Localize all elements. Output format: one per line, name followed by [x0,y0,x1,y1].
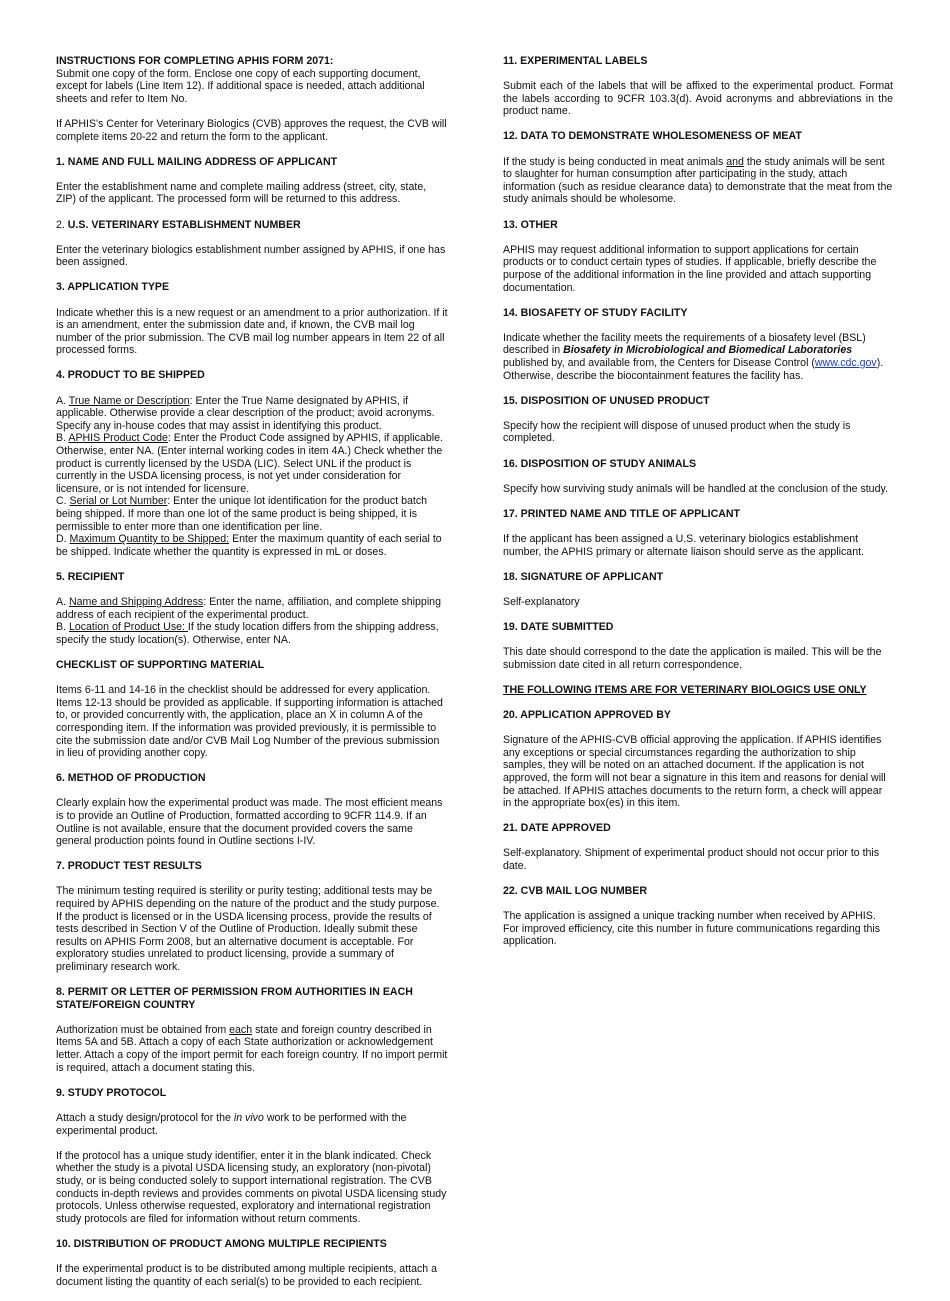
item-21-body: Self-explanatory. Shipment of experimental product should not occur prior to this date. [503,847,880,872]
intro-paragraph: Submit one copy of the form. Enclose one copy of each supporting document, except for labels (Line Item 12). If additional space is needed, attach additional sheets and refer to Item No. [56,67,425,105]
item-11-body: Submit each of the labels that will be affixed to the experimental product. Format the labels according to 9CFR 103.3(d). Avoid acronyms and abbreviations in the product name. [503,80,893,118]
item-8-body [56,1024,448,1074]
intro-title: INSTRUCTIONS FOR COMPLETING APHIS FORM 2071: [56,55,334,67]
item-9-in-vivo: in vivo [233,1111,264,1124]
item-5-section [56,571,448,647]
item-1-heading: 1. NAME AND FULL MAILING ADDRESS OF APPLICANT [56,155,338,168]
item-17-body: If the applicant has been assigned a U.S. veterinary biologics establishment number, the APHIS primary or alternate liaison should serve as the applicant. [503,533,864,558]
item-20-body: Signature of the APHIS-CVB official approving the application. If APHIS identifies any exceptions or special circumstances regarding the authorization to ship samples, they will be noted on an attached document. If the application is not approved, the form will not bear a signature in this item and reasons for denial will be attached. If APHIS attaches documents to the return form, a check will appear in the appropriate box(es) in this item. [503,734,886,810]
item-6-section [56,772,448,848]
item-14-book-title: Biosafety in Microbiological and Biomedical Laboratories [563,344,853,357]
item-8-each: each [229,1023,253,1036]
item-4-heading: 4. PRODUCT TO BE SHIPPED [56,369,205,382]
item-7-heading: 7. PRODUCT TEST RESULTS [56,860,202,873]
item-15-body: Specify how the recipient will dispose of unused product when the study is completed. [503,419,851,445]
item-12-and: and [726,155,744,168]
item-4b-label: APHIS Product Code [68,432,168,445]
item-4a-label: True Name or Description [68,394,190,407]
checklist-body: Items 6-11 and 14-16 in the checklist should be addressed for every application. Items 12-13 should be provided as applicable. If supporting information is attached to, or provided concurrently with, the application, place an X in column A of the corresponding item. If the information was provided previously, it is permissible to cite the submission date and/or CVB Mail Log Number of the previous submission in lieu of providing another copy. [56,684,443,760]
item-15-heading: 15. DISPOSITION OF UNUSED PRODUCT [503,394,710,407]
intro-section [56,55,448,143]
item-8-heading: 8. PERMIT OR LETTER OF PERMISSION FROM AUTHORITIES IN EACH STATE/FOREIGN COUNTRY [56,986,413,1011]
item-19-heading: 19. DATE SUBMITTED [503,620,614,633]
item-12-text-pre: If the study is being conducted in meat animals [503,155,727,168]
item-4b-text: : Enter the Product Code assigned by APHIS, if applicable. Otherwise, enter NA. (Enter internal working codes in item 4A.) Check whether the product is currently licensed by the USDA (LIC). Select UNL if the product is currently in the USDA licensing process, is not yet under consideration for licensure, or is not intended for licensure. [56,432,443,495]
item-1-section [56,156,448,206]
item-5-body [56,596,448,646]
item-16-body: Specify how surviving study animals will be handled at the conclusion of the study. [503,482,888,495]
item-18-body: Self-explanatory [503,595,580,608]
item-5a-text: : Enter the name, affiliation, and complete shipping address of each recipient of the experimental product. [56,596,441,621]
item-7-section [56,860,448,973]
item-8-text-pre: Authorization must be obtained from [56,1023,230,1036]
item-9-body [56,1112,448,1137]
item-5b-prefix: B. [56,621,69,634]
item-13-section [503,219,893,295]
item-16-section [503,458,893,496]
item-20-heading: 20. APPLICATION APPROVED BY [503,708,671,721]
item-4d-prefix: D. [56,533,70,546]
item-18-heading: 18. SIGNATURE OF APPLICANT [503,570,664,583]
cdc-link[interactable]: www.cdc.gov [814,356,877,369]
item-9-body-2: If the protocol has a unique study identifier, enter it in the blank indicated. Check whether the study is a pivotal USDA licensing study, an exploratory (non-pivotal) study, or is being conducted solely to support international registration. The CVB conducts in-depth reviews and provides comments on pivotal USDA licensing study protocols. Unless otherwise requested, exploratory and international registration study protocols are filed for information without return comments. [56,1149,447,1225]
item-12-section [503,130,893,206]
item-4a-prefix: A. [56,394,69,407]
item-2-heading: U.S. VETERINARY ESTABLISHMENT NUMBER [67,218,301,231]
item-22-heading: 22. CVB MAIL LOG NUMBER [503,885,648,898]
item-12-body [503,156,893,206]
left-column [56,55,448,1301]
intro-cvb-paragraph: If APHIS's Center for Veterinary Biologics (CVB) approves the request, the CVB will complete items 20-22 and return the form to the applicant. [56,117,447,143]
item-12-heading: 12. DATA TO DEMONSTRATE WHOLESOMENESS OF MEAT [503,130,802,143]
checklist-heading: CHECKLIST OF SUPPORTING MATERIAL [56,658,265,671]
item-3-heading: 3. APPLICATION TYPE [56,281,170,294]
item-19-body: This date should correspond to the date the application is mailed. This will be the submission date cited in all return correspondence. [503,646,882,671]
item-2-number: 2. [56,218,68,231]
item-19-section [503,621,893,671]
item-13-heading: 13. OTHER [503,218,558,231]
item-14-body [503,332,893,382]
item-14-text-post: ). Otherwise, describe the biocontainment features the facility has. [503,356,884,382]
item-16-heading: 16. DISPOSITION OF STUDY ANIMALS [503,457,697,470]
item-14-heading: 14. BIOSAFETY OF STUDY FACILITY [503,306,688,319]
item-4a [56,395,448,559]
item-21-section [503,822,893,872]
item-3-section [56,281,448,357]
item-4-section [56,369,448,558]
item-4c-label: Serial or Lot Number [69,495,168,508]
item-6-heading: 6. METHOD OF PRODUCTION [56,772,206,785]
item-13-body: APHIS may request additional information to support applications for certain products or to conduct certain types of studies. If applicable, briefly describe the purpose of the additional information in the line provided and attach supporting documentation. [503,243,877,294]
item-14-text-pre: Indicate whether the facility meets the requirements of a biosafety level (BSL) described in [503,331,866,357]
item-22-section [503,885,893,948]
item-2-section [56,219,448,269]
item-22-body: The application is assigned a unique tracking number when received by APHIS. For improved efficiency, cite this number in future communications regarding this application. [503,910,881,948]
item-4d-text: Enter the maximum quantity of each serial to be shipped. Indicate whether the quantity is expressed in mL or doses. [56,533,442,558]
item-3-body: Indicate whether this is a new request or an amendment to a prior authorization. If it is an amendment, enter the submission date and, if known, the CVB mail log number of the prior submission. The CVB mail log number appears in Item 22 of all processed forms. [56,306,448,357]
item-5a-prefix: A. [56,596,69,609]
item-8-text-post: state and foreign country described in Items 5A and 5B. Attach a copy of each State authorization or acknowledgement letter. Attach a copy of the import permit for each foreign country. If no import permit is required, attach a document stating this. [56,1023,448,1074]
item-11-heading: 11. EXPERIMENTAL LABELS [503,55,648,67]
item-14-section [503,307,893,383]
item-9-text-pre: Attach a study design/protocol for the [56,1111,234,1124]
item-6-body: Clearly explain how the experimental product was made. The most efficient means is to provide an Outline of Production, formatted according to 9CFR 114.9. If an Outline is not available, ensure that the document provided covers the same general production points found in Outline sections I-IV. [56,797,443,848]
item-17-section [503,508,893,558]
item-8-section [56,986,448,1074]
item-15-section [503,395,893,445]
item-20-section [503,709,893,810]
item-10-body: If the experimental product is to be distributed among multiple recipients, attach a document listing the quantity of each serial(s) to be provided to each recipient. [56,1262,437,1288]
item-5b-label: Location of Product Use: [68,621,188,634]
item-7-body: The minimum testing required is sterility or purity testing; additional tests may be required by APHIS depending on the nature of the product and the study purpose. If the product is licensed or in the USDA licensing process, provide the results of tests described in Section V of the Outline of Production. Ideally submit these results on APHIS Form 2008, but an alternative document is acceptable. For exploratory studies unrelated to product licensing, provide a summary of preliminary research work. [56,885,440,973]
item-18-section [503,571,893,609]
item-4c-prefix: C. [56,495,70,508]
item-21-heading: 21. DATE APPROVED [503,822,611,835]
item-10-section [56,1238,448,1288]
item-11-section [503,55,893,118]
item-12-text-post: the study animals will be sent to slaughter for human consumption after participating in the study, attach information (such as residue clearance data) to demonstrate that the meat from the study animals should be wholesome. [503,155,893,206]
item-5b-text: If the study location differs from the shipping address, specify the study location(s). Otherwise, enter NA. [56,621,439,646]
right-column [503,55,893,961]
item-14-text-mid: published by, and available from, the Centers for Disease Control ( [503,356,815,369]
item-9-text-post: work to be performed with the experimental product. [56,1111,407,1137]
item-2-body: Enter the veterinary biologics establishment number assigned by APHIS, if one has been assigned. [56,243,446,269]
vb-use-only-banner: THE FOLLOWING ITEMS ARE FOR VETERINARY BIOLOGICS USE ONLY [503,683,867,696]
item-5-heading: 5. RECIPIENT [56,570,125,583]
item-9-section [56,1087,448,1226]
item-4b-prefix: B. [56,432,69,445]
item-1-body: Enter the establishment name and complete mailing address (street, city, state, ZIP) of the applicant. The processed form will be returned to this address. [56,180,427,206]
item-10-heading: 10. DISTRIBUTION OF PRODUCT AMONG MULTIPLE RECIPIENTS [56,1237,387,1250]
item-4c-text: : Enter the unique lot identification for the product batch being shipped. If more than one lot of the same product is being shipped, it is permissible to enter more than one identification per line. [56,495,428,533]
item-5a-label: Name and Shipping Address [68,596,204,609]
item-4a-text: : Enter the True Name designated by APHIS, if applicable. Otherwise provide a clear description of the product; avoid acronyms. Specify any in-house codes that may assist in identifying this product. [56,394,435,432]
item-9-heading: 9. STUDY PROTOCOL [56,1086,167,1099]
item-17-heading: 17. PRINTED NAME AND TITLE OF APPLICANT [503,507,740,520]
item-4d-label: Maximum Quantity to be Shipped: [69,533,230,546]
checklist-section [56,659,448,760]
